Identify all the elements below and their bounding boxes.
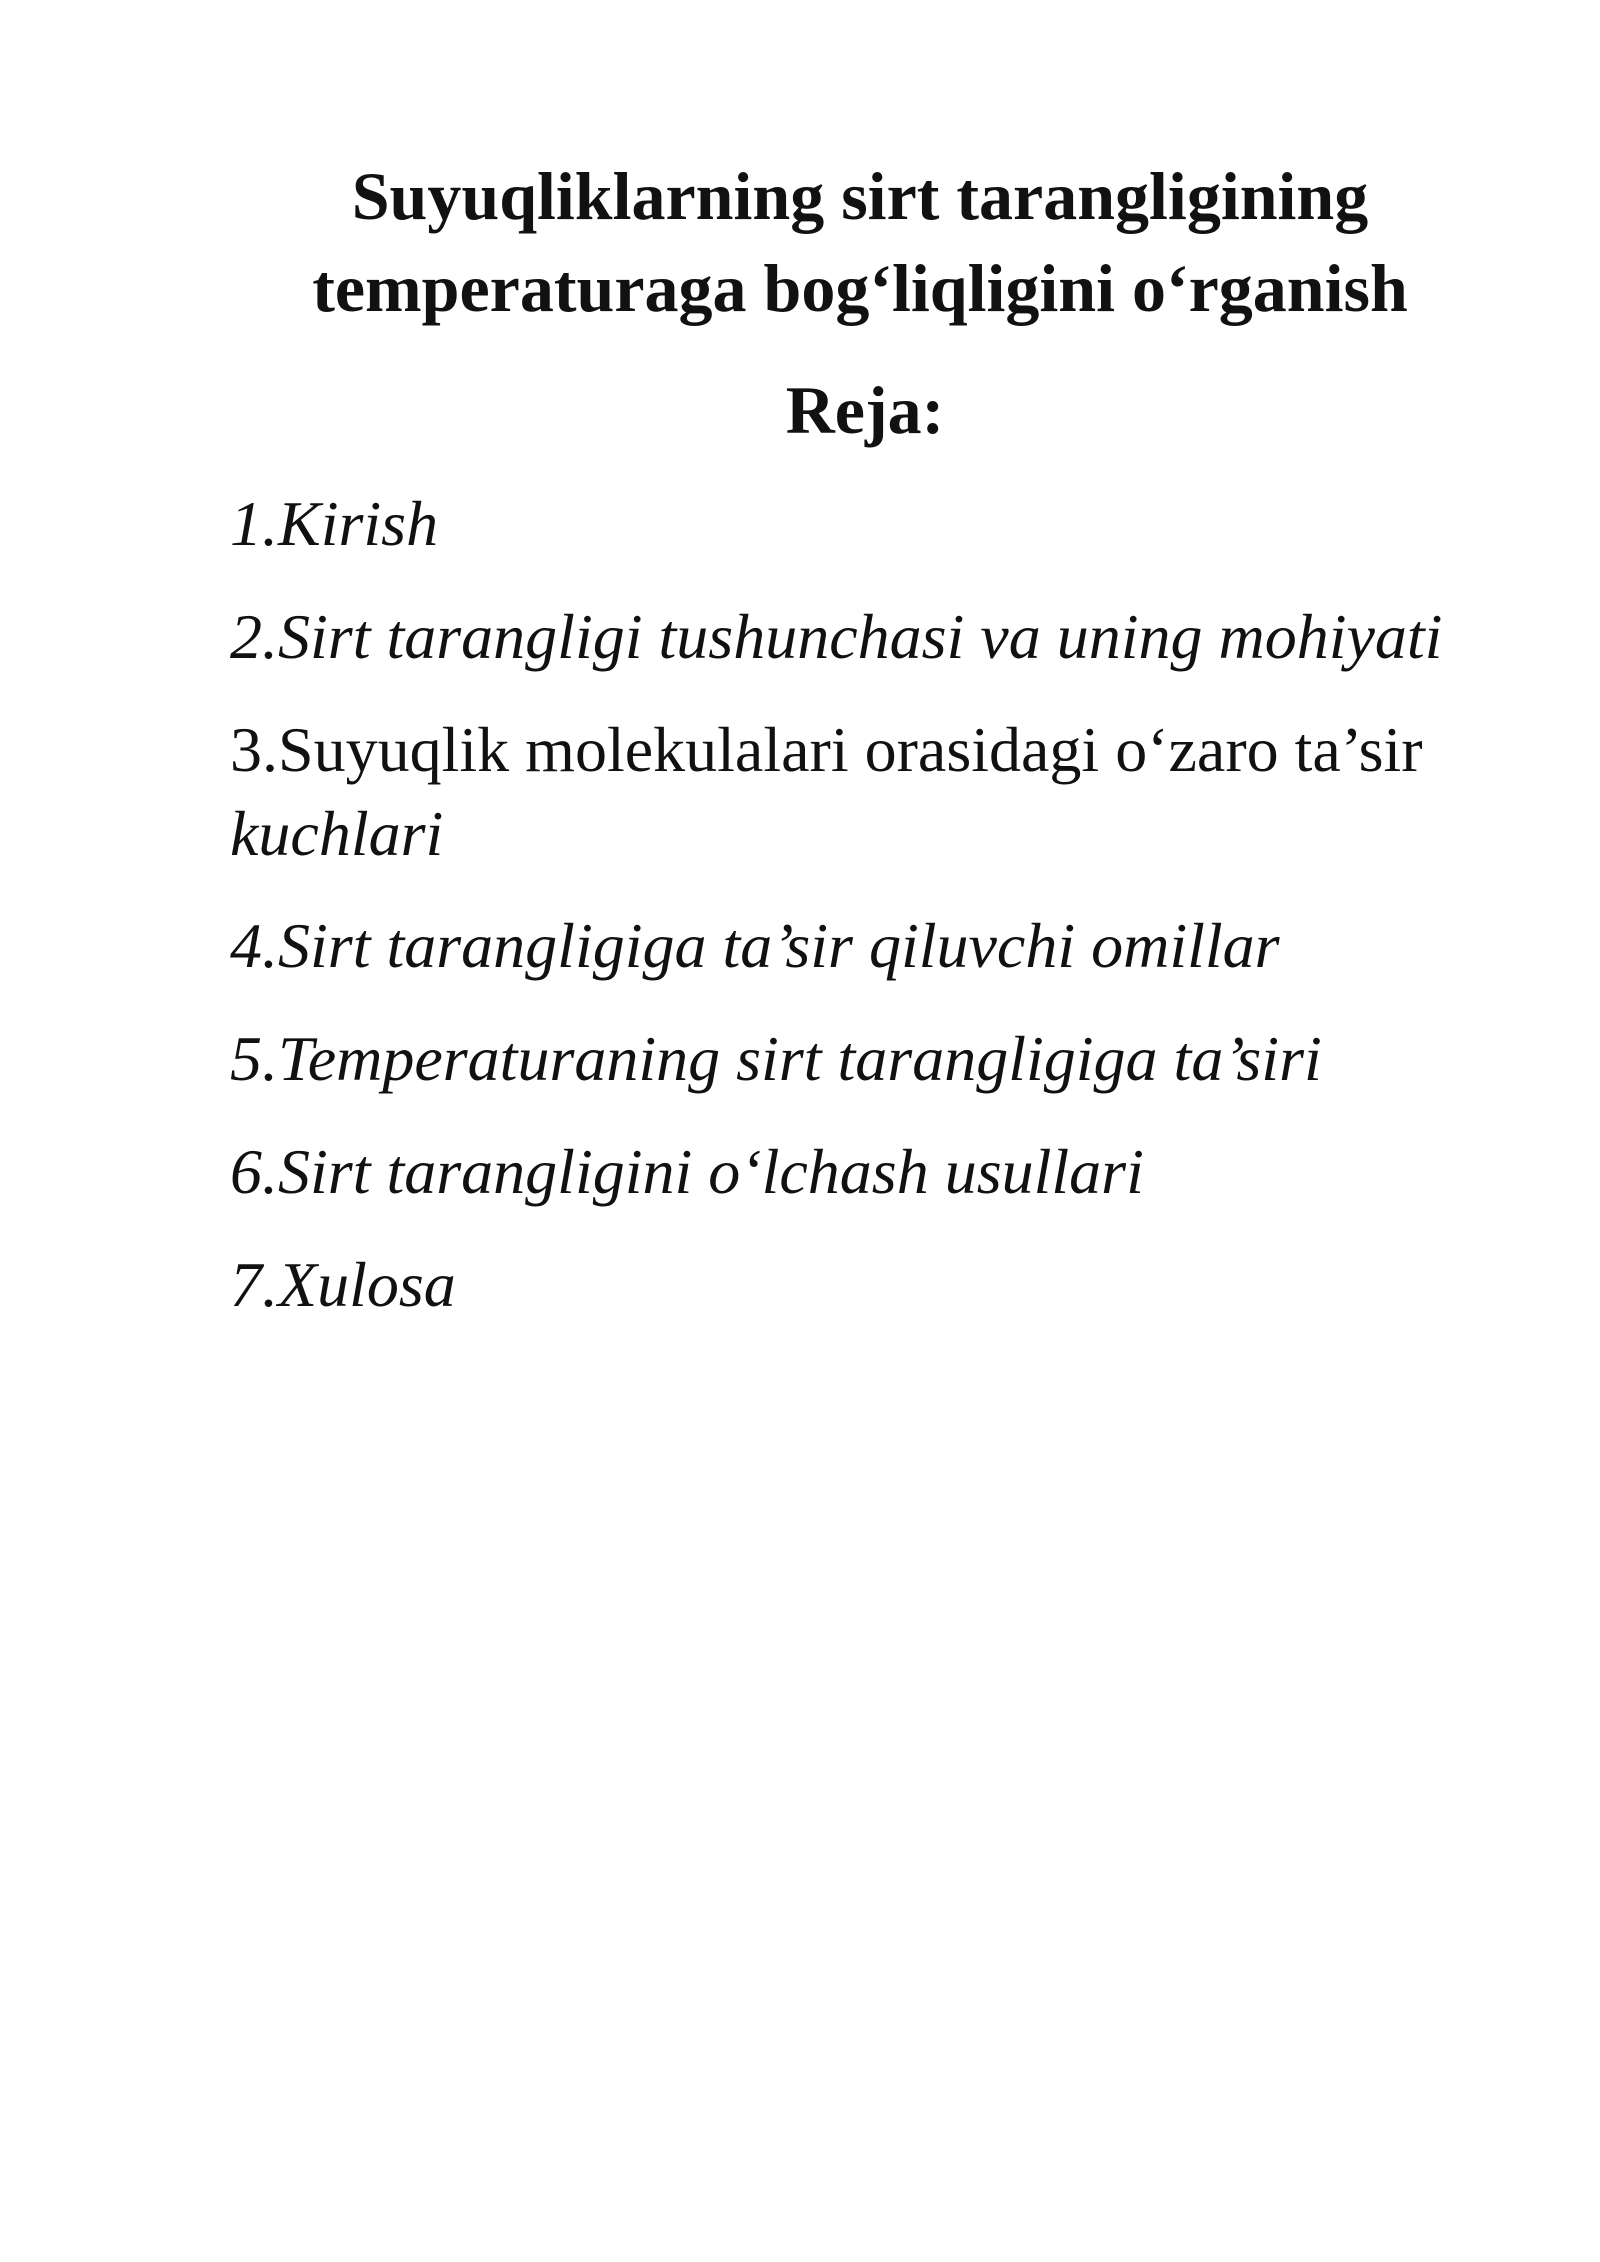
plan-heading: Reja: [785, 372, 945, 448]
title-line-1: Suyuqliklarning sirt tarangligining [351, 158, 1369, 234]
plan-item-4: 4.Sirt tarangligiga ta’sir qiluvchi omillar [230, 910, 1280, 981]
plan-item-1: 1.Kirish [230, 488, 439, 559]
plan-item-3-line-2: kuchlari [230, 798, 444, 869]
plan-item-5: 5.Temperaturaning sirt tarangligiga ta’siri [230, 1023, 1322, 1094]
title-line-2: temperaturaga bog‘liqligini o‘rganish [312, 250, 1408, 326]
plan-item-3 [230, 708, 1423, 876]
plan-item-6: 6.Sirt tarangligini o‘lchash usullari [230, 1136, 1144, 1207]
plan-item-7: 7.Xulosa [230, 1249, 456, 1320]
plan-item-2: 2.Sirt tarangligi tushunchasi va uning mohiyati [230, 601, 1443, 672]
plan-item-3-line-1: 3.Suyuqlik molekulalari orasidagi o‘zaro ta’sir [230, 714, 1423, 785]
document-title [230, 150, 1490, 334]
